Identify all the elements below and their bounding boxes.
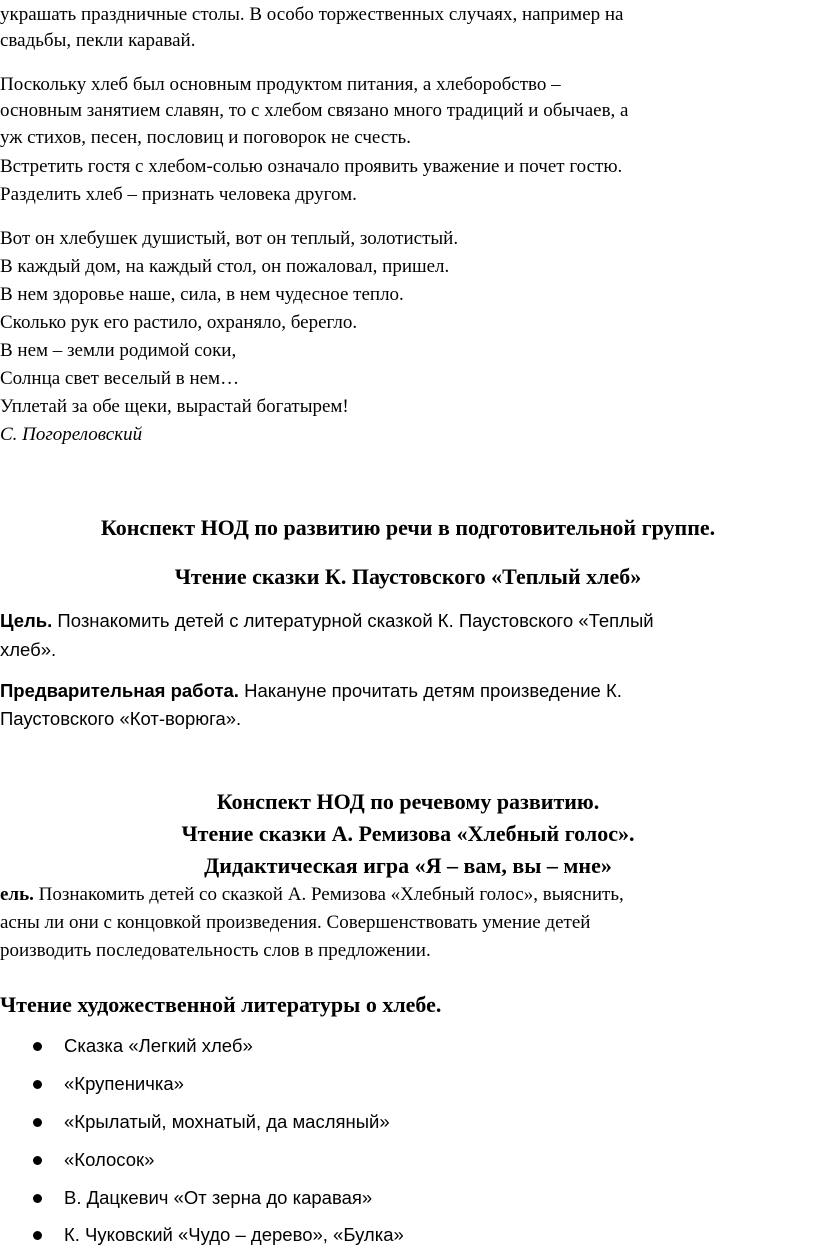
intro-line-2: свадьбы, пекли каравай. (0, 30, 196, 51)
bullet-icon (33, 1080, 42, 1089)
bullet-icon (33, 1118, 42, 1127)
list-item-text: К. Чуковский «Чудо – дерево», «Булка» (64, 1224, 404, 1245)
list-item-text: В. Дацкевич «От зерна до каравая» (64, 1187, 373, 1208)
section2-goal-line-3: роизводить последовательность слов в предложении. (0, 940, 431, 961)
section2-title-line-1: Конспект НОД по речевому развитию. (216, 789, 600, 814)
intro-line-1: украшать праздничные столы. В особо торжественных случаях, например на (0, 4, 624, 25)
section2-goal-label: ель. (0, 884, 34, 905)
tradition-line-1: Поскольку хлеб был основным продуктом питания, а хлеборобство – (0, 74, 561, 95)
section2-goal-text-1: Познакомить детей со сказкой А. Ремизова «Хлебный голос», выяснить, (33, 884, 624, 905)
bullet-icon (33, 1156, 42, 1165)
poem-line-7: Уплетай за обе щеки, вырастай богатырем! (0, 396, 349, 417)
poem-author: С. Погореловский (0, 424, 143, 445)
section2-title-line-2: Чтение сказки А. Ремизова «Хлебный голос». (181, 821, 635, 846)
section1-title: Конспект НОД по развитию речи в подготовительной группе. (100, 515, 716, 540)
section1-prework-line-2: Паустовского «Кот-ворюга». (0, 708, 242, 729)
section1-prework-line-1 (0, 678, 622, 704)
reading-list-heading: Чтение художественной литературы о хлебе. (0, 992, 442, 1017)
poem-line-2: В каждый дом, на каждый стол, он пожаловал, пришел. (0, 256, 450, 277)
list-item-text: «Крупеничка» (64, 1073, 184, 1094)
poem-line-3: В нем здоровье наше, сила, в нем чудесное тепло. (0, 284, 404, 305)
tradition-line-5: Разделить хлеб – признать человека другом. (0, 184, 357, 205)
list-item-text: «Крылатый, мохнатый, да масляный» (64, 1111, 390, 1132)
section1-goal-line-1 (0, 608, 654, 634)
list-item-text: «Колосок» (64, 1149, 155, 1170)
poem-line-4: Сколько рук его растило, охраняло, берегло. (0, 312, 358, 333)
section1-prework-label: Предварительная работа. (0, 680, 239, 701)
section2-goal-line-1 (0, 882, 624, 908)
poem-line-6: Солнца свет веселый в нем… (0, 368, 240, 389)
tradition-line-4: Встретить гостя с хлебом-солью означало проявить уважение и почет гостю. (0, 156, 623, 177)
section1-subtitle: Чтение сказки К. Паустовского «Теплый хлеб» (174, 564, 642, 589)
section1-goal-label: Цель. (0, 610, 53, 631)
section2-goal-line-2: асны ли они с концовкой произведения. Совершенствовать умение детей (0, 912, 591, 933)
poem-line-1: Вот он хлебушек душистый, вот он теплый, золотистый. (0, 228, 459, 249)
section1-prework-text-1: Накануне прочитать детям произведение К. (238, 680, 622, 701)
section1-goal-text-1: Познакомить детей с литературной сказкой К. Паустовского «Теплый (52, 610, 654, 631)
tradition-line-2: основным занятием славян, то с хлебом связано много традиций и обычаев, а (0, 100, 629, 121)
tradition-line-3: уж стихов, песен, пословиц и поговорок не счесть. (0, 127, 411, 148)
list-item-text: Сказка «Легкий хлеб» (64, 1035, 253, 1056)
bullet-icon (33, 1194, 42, 1203)
section2-title-line-3: Дидактическая игра «Я – вам, вы – мне» (204, 853, 612, 878)
bullet-icon (33, 1042, 42, 1051)
section1-goal-line-2: хлеб». (0, 639, 57, 660)
bullet-icon (33, 1231, 42, 1240)
poem-line-5: В нем – земли родимой соки, (0, 340, 237, 361)
